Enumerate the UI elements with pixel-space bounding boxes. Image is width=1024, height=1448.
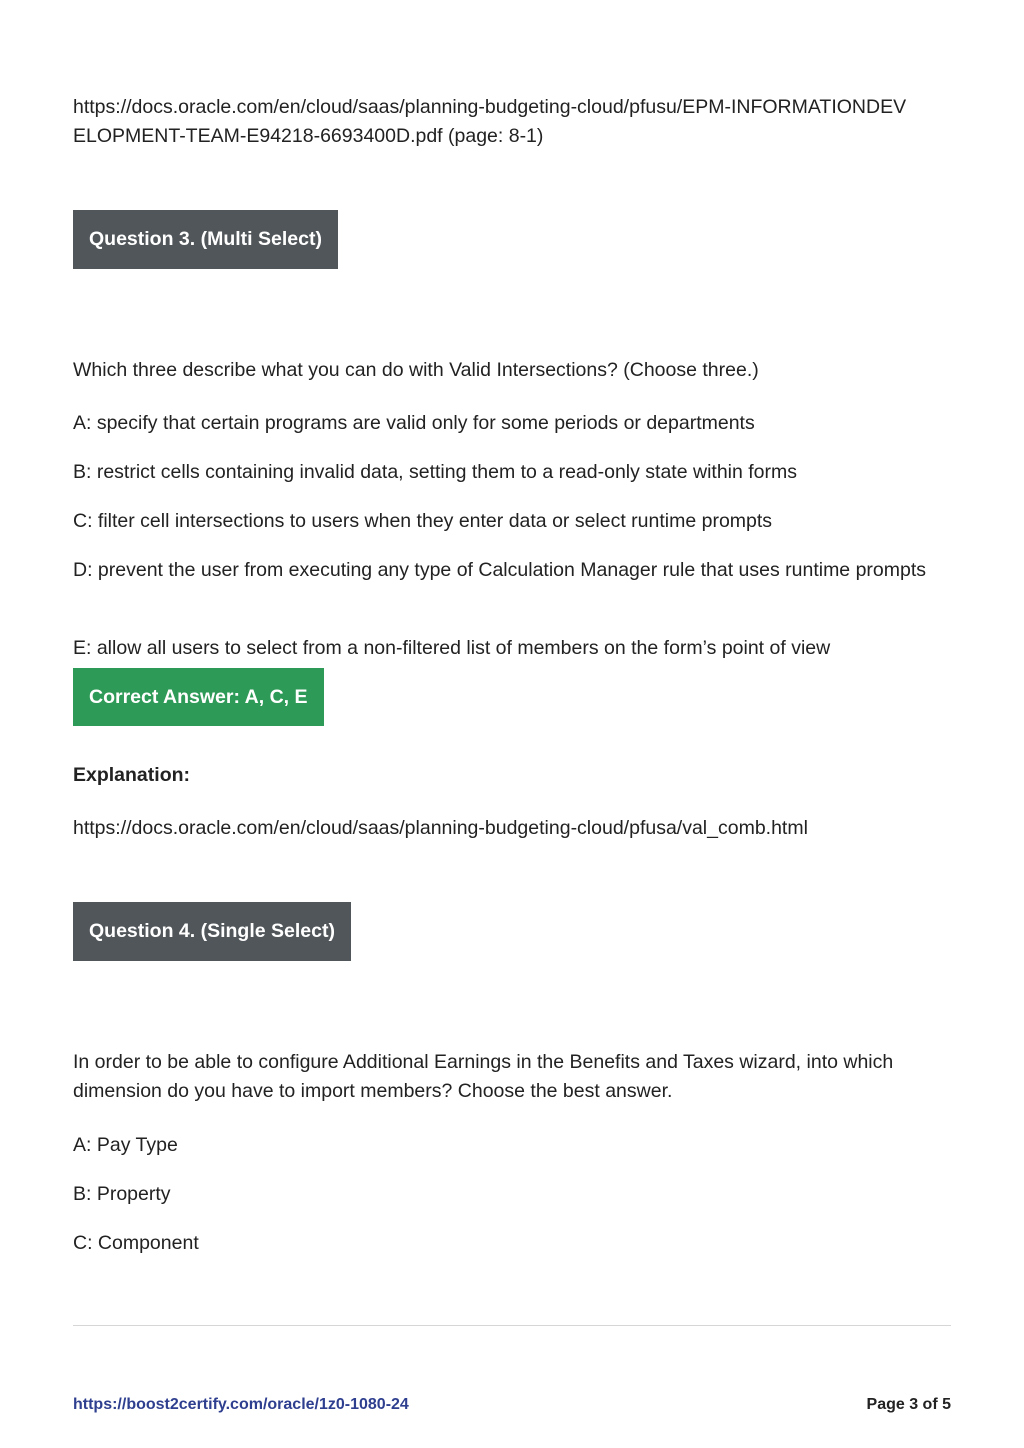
top-reference-line2: ELOPMENT-TEAM-E94218-6693400D.pdf (page: 8-1) — [73, 125, 544, 147]
question-4-option-b: B: Property — [73, 1183, 171, 1205]
question-4-prompt: In order to be able to configure Additional Earnings in the Benefits and Taxes wizard, into which dimension do you have to import members? Choose the best answer. — [73, 1051, 894, 1102]
question-3-option-b: B: restrict cells containing invalid data, setting them to a read-only state within forms — [73, 461, 798, 483]
question-3-option-e: E: allow all users to select from a non-filtered list of members on the form’s point of view — [73, 637, 831, 659]
question-4-option-c: C: Component — [73, 1232, 199, 1254]
question-3-header: Question 3. (Multi Select) — [73, 210, 338, 269]
question-4-option-a: A: Pay Type — [73, 1134, 178, 1156]
footer-link[interactable]: https://boost2certify.com/oracle/1z0-1080-24 — [73, 1396, 409, 1413]
question-4-header: Question 4. (Single Select) — [73, 902, 351, 961]
question-3-option-c: C: filter cell intersections to users when they enter data or select runtime prompts — [73, 510, 773, 532]
question-3-prompt: Which three describe what you can do with Valid Intersections? (Choose three.) — [73, 359, 759, 381]
page-number: Page 3 of 5 — [866, 1396, 951, 1413]
footer-divider — [73, 1325, 951, 1326]
explanation-text: https://docs.oracle.com/en/cloud/saas/planning-budgeting-cloud/pfusa/val_comb.html — [73, 817, 808, 839]
top-reference — [73, 93, 973, 151]
question-3-option-d: D: prevent the user from executing any type of Calculation Manager rule that uses runtime prompts — [73, 559, 927, 581]
top-reference-line1: https://docs.oracle.com/en/cloud/saas/planning-budgeting-cloud/pfusu/EPM-INFORMATIONDEV — [73, 96, 907, 118]
correct-answer-box: Correct Answer: A, C, E — [73, 668, 324, 726]
explanation-label: Explanation: — [73, 764, 191, 786]
question-3-option-a: A: specify that certain programs are valid only for some periods or departments — [73, 412, 755, 434]
